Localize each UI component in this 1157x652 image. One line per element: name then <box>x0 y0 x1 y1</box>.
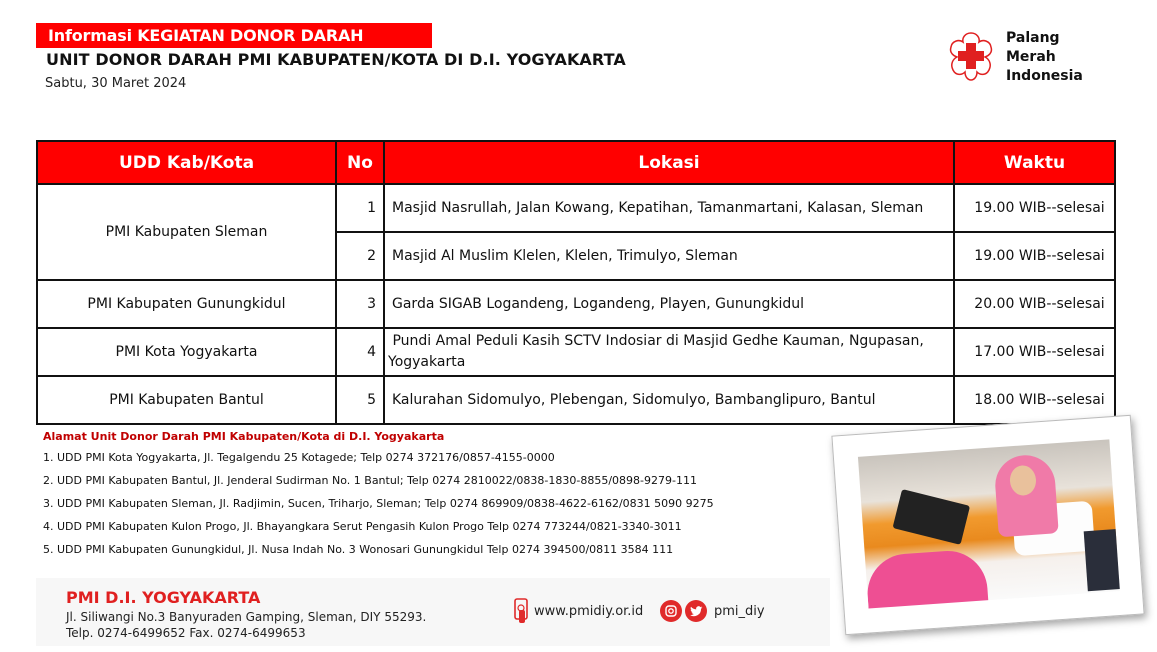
pmi-logo <box>944 27 1094 89</box>
waktu-cell: 20.00 WIB--selesai <box>954 280 1115 328</box>
lokasi-line-1: Pundi Amal Peduli Kasih SCTV Indosiar di Masjid Gedhe Kauman, Ngupasan, <box>388 333 924 349</box>
col-header-lokasi: Lokasi <box>384 141 954 184</box>
no-cell: 3 <box>336 280 384 328</box>
no-cell: 5 <box>336 376 384 424</box>
event-date: Sabtu, 30 Maret 2024 <box>45 76 187 91</box>
photo-image <box>858 439 1120 608</box>
red-cross-flower-icon <box>944 29 998 83</box>
lokasi-cell: Masjid Al Muslim Klelen, Klelen, Trimulyo, Sleman <box>384 232 954 280</box>
address-item: 3. UDD PMI Kabupaten Sleman, Jl. Radjimin, Sucen, Triharjo, Sleman; Telp 0274 869909/0838-4622-6162/0831 5090 9275 <box>43 497 714 510</box>
address-item: 2. UDD PMI Kabupaten Bantul, Jl. Jenderal Sudirman No. 1 Bantul; Telp 0274 2810022/0838-1830-8855/0898-9279-111 <box>43 474 697 487</box>
udd-cell: PMI Kabupaten Bantul <box>37 376 336 424</box>
table-row <box>37 184 1115 232</box>
logo-line-1: Palang <box>1006 30 1060 46</box>
twitter-icon[interactable] <box>685 600 707 622</box>
logo-line-2: Merah <box>1006 49 1056 65</box>
footer-address: Jl. Siliwangi No.3 Banyuraden Gamping, Sleman, DIY 55293. <box>66 610 427 624</box>
address-item: 1. UDD PMI Kota Yogyakarta, Jl. Tegalgendu 25 Kotagede; Telp 0274 372176/0857-4155-0000 <box>43 451 555 464</box>
logo-line-3: Indonesia <box>1006 68 1083 84</box>
no-cell: 2 <box>336 232 384 280</box>
table-row <box>37 280 1115 328</box>
lokasi-cell <box>384 328 954 376</box>
waktu-cell: 17.00 WIB--selesai <box>954 328 1115 376</box>
info-banner: Informasi KEGIATAN DONOR DARAH <box>36 23 432 48</box>
lokasi-line-2: Yogyakarta <box>388 354 466 370</box>
footer-phone: Telp. 0274-6499652 Fax. 0274-6499653 <box>66 626 306 640</box>
footer-org-name: PMI D.I. YOGYAKARTA <box>66 588 261 607</box>
footer-website[interactable] <box>514 598 643 624</box>
no-cell: 4 <box>336 328 384 376</box>
udd-cell: PMI Kabupaten Gunungkidul <box>37 280 336 328</box>
udd-cell: PMI Kota Yogyakarta <box>37 328 336 376</box>
footer <box>36 578 830 646</box>
waktu-cell: 19.00 WIB--selesai <box>954 232 1115 280</box>
no-cell: 1 <box>336 184 384 232</box>
waktu-cell: 18.00 WIB--selesai <box>954 376 1115 424</box>
table-header-row <box>37 141 1115 184</box>
donation-photo <box>831 415 1144 635</box>
donor-schedule-table <box>36 140 1116 425</box>
udd-address-list <box>43 430 803 566</box>
address-item: 5. UDD PMI Kabupaten Gunungkidul, Jl. Nusa Indah No. 3 Wonosari Gunungkidul Telp 0274 394500/0811 3584 111 <box>43 543 674 556</box>
page-subtitle: UNIT DONOR DARAH PMI KABUPATEN/KOTA DI D.I. YOGYAKARTA <box>46 50 626 69</box>
instagram-icon[interactable] <box>660 600 682 622</box>
table-row <box>37 328 1115 376</box>
lokasi-cell: Masjid Nasrullah, Jalan Kowang, Kepatihan, Tamanmartani, Kalasan, Sleman <box>384 184 954 232</box>
col-header-udd: UDD Kab/Kota <box>37 141 336 184</box>
col-header-no: No <box>336 141 384 184</box>
table-row <box>37 376 1115 424</box>
address-item: 4. UDD PMI Kabupaten Kulon Progo, Jl. Bhayangkara Serut Pengasih Kulon Progo Telp 0274 773244/0821-3340-3011 <box>43 520 682 533</box>
lokasi-cell: Garda SIGAB Logandeng, Logandeng, Playen, Gunungkidul <box>384 280 954 328</box>
waktu-cell: 19.00 WIB--selesai <box>954 184 1115 232</box>
website-link[interactable]: www.pmidiy.or.id <box>534 603 644 619</box>
footer-social[interactable] <box>660 600 765 622</box>
lokasi-cell: Kalurahan Sidomulyo, Plebengan, Sidomulyo, Bambanglipuro, Bantul <box>384 376 954 424</box>
udd-cell: PMI Kabupaten Sleman <box>37 184 336 280</box>
col-header-waktu: Waktu <box>954 141 1115 184</box>
phone-touch-icon <box>514 598 528 624</box>
address-list-title: Alamat Unit Donor Darah PMI Kabupaten/Kota di D.I. Yogyakarta <box>43 430 445 443</box>
social-handle[interactable]: pmi_diy <box>714 603 765 619</box>
